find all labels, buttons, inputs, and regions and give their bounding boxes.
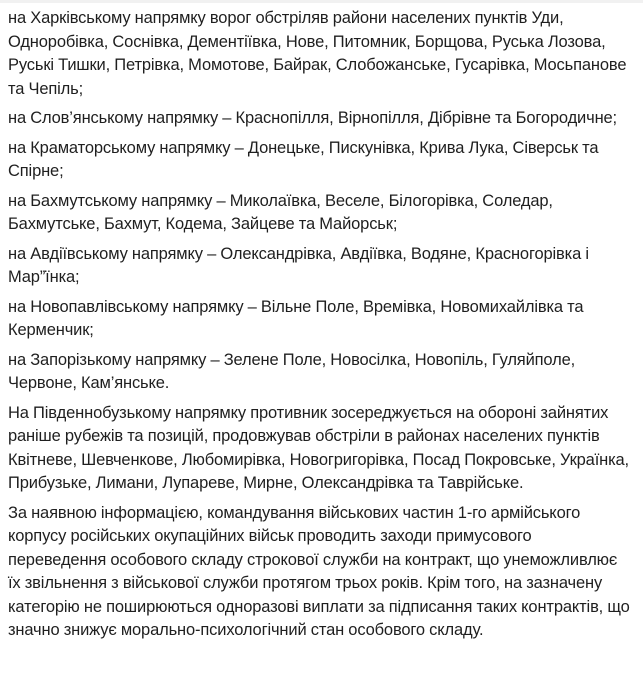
report-text [0, 3, 643, 643]
paragraph-sloviansk-direction: на Слов’янському напрямку – Краснопілля, Вірнопілля, Дібрівне та Богородичне; [8, 109, 617, 127]
paragraph-avdiivka-direction: на Авдіївському напрямку – Олександрівка, Авдіївка, Водяне, Красногорівка і Мар”їнка; [8, 244, 589, 286]
paragraph-zaporizhzhia-direction: на Запорізькому напрямку – Зелене Поле, Новосілка, Новопіль, Гуляйполе, Червоне, Кам’янське. [8, 350, 576, 392]
paragraph-kharkiv-direction: на Харківському напрямку ворог обстріляв райони населених пунктів Уди, Одноробівка, Соснівка, Дементіївка, Нове, Питомник, Борщова, Руська Лозова, Руські Тишки, Петрівка, Момотове, Байрак, Слобожанське, Гусарівка, Мосьпанове та Чепіль; [8, 9, 627, 98]
paragraph-novopavlivka-direction: на Новопавлівському напрямку – Вільне Поле, Времівка, Новомихайлівка та Керменчик; [8, 297, 584, 339]
paragraph-bakhmut-direction: на Бахмутському напрямку – Миколаївка, Веселе, Білогорівка, Соледар, Бахмутське, Бахмут, Кодема, Зайцеве та Майорськ; [8, 191, 553, 233]
paragraph-pivdennobuzhzhia-direction: На Південнобузькому напрямку противник зосереджується на обороні зайнятих раніше рубежів та позицій, продовжував обстріли в районах населених пунктів Квітневе, Шевченкове, Любомирівка, Новогригорівка, Посад Покровське, Українка, Прибузьке, Лимани, Лупареве, Мирне, Олександрівка та Таврійське. [8, 403, 629, 492]
paragraph-kramatorsk-direction: на Краматорському напрямку – Донецьке, Пискунівка, Крива Лука, Сіверськ та Спірне; [8, 138, 599, 180]
paragraph-occupiers-contracts-info: За наявною інформацією, командування військових частин 1-го армійського корпусу російських окупаційних військ проводить заходи примусового переведення особового складу строкової служби на контракт, що унеможливлює їх звільнення з військової служби протягом трьох років. Крім того, на зазначену категорію не поширюються одноразові виплати за підписання таких контрактів, що значно знижує морально-психологічний стан особового складу. [8, 503, 630, 639]
